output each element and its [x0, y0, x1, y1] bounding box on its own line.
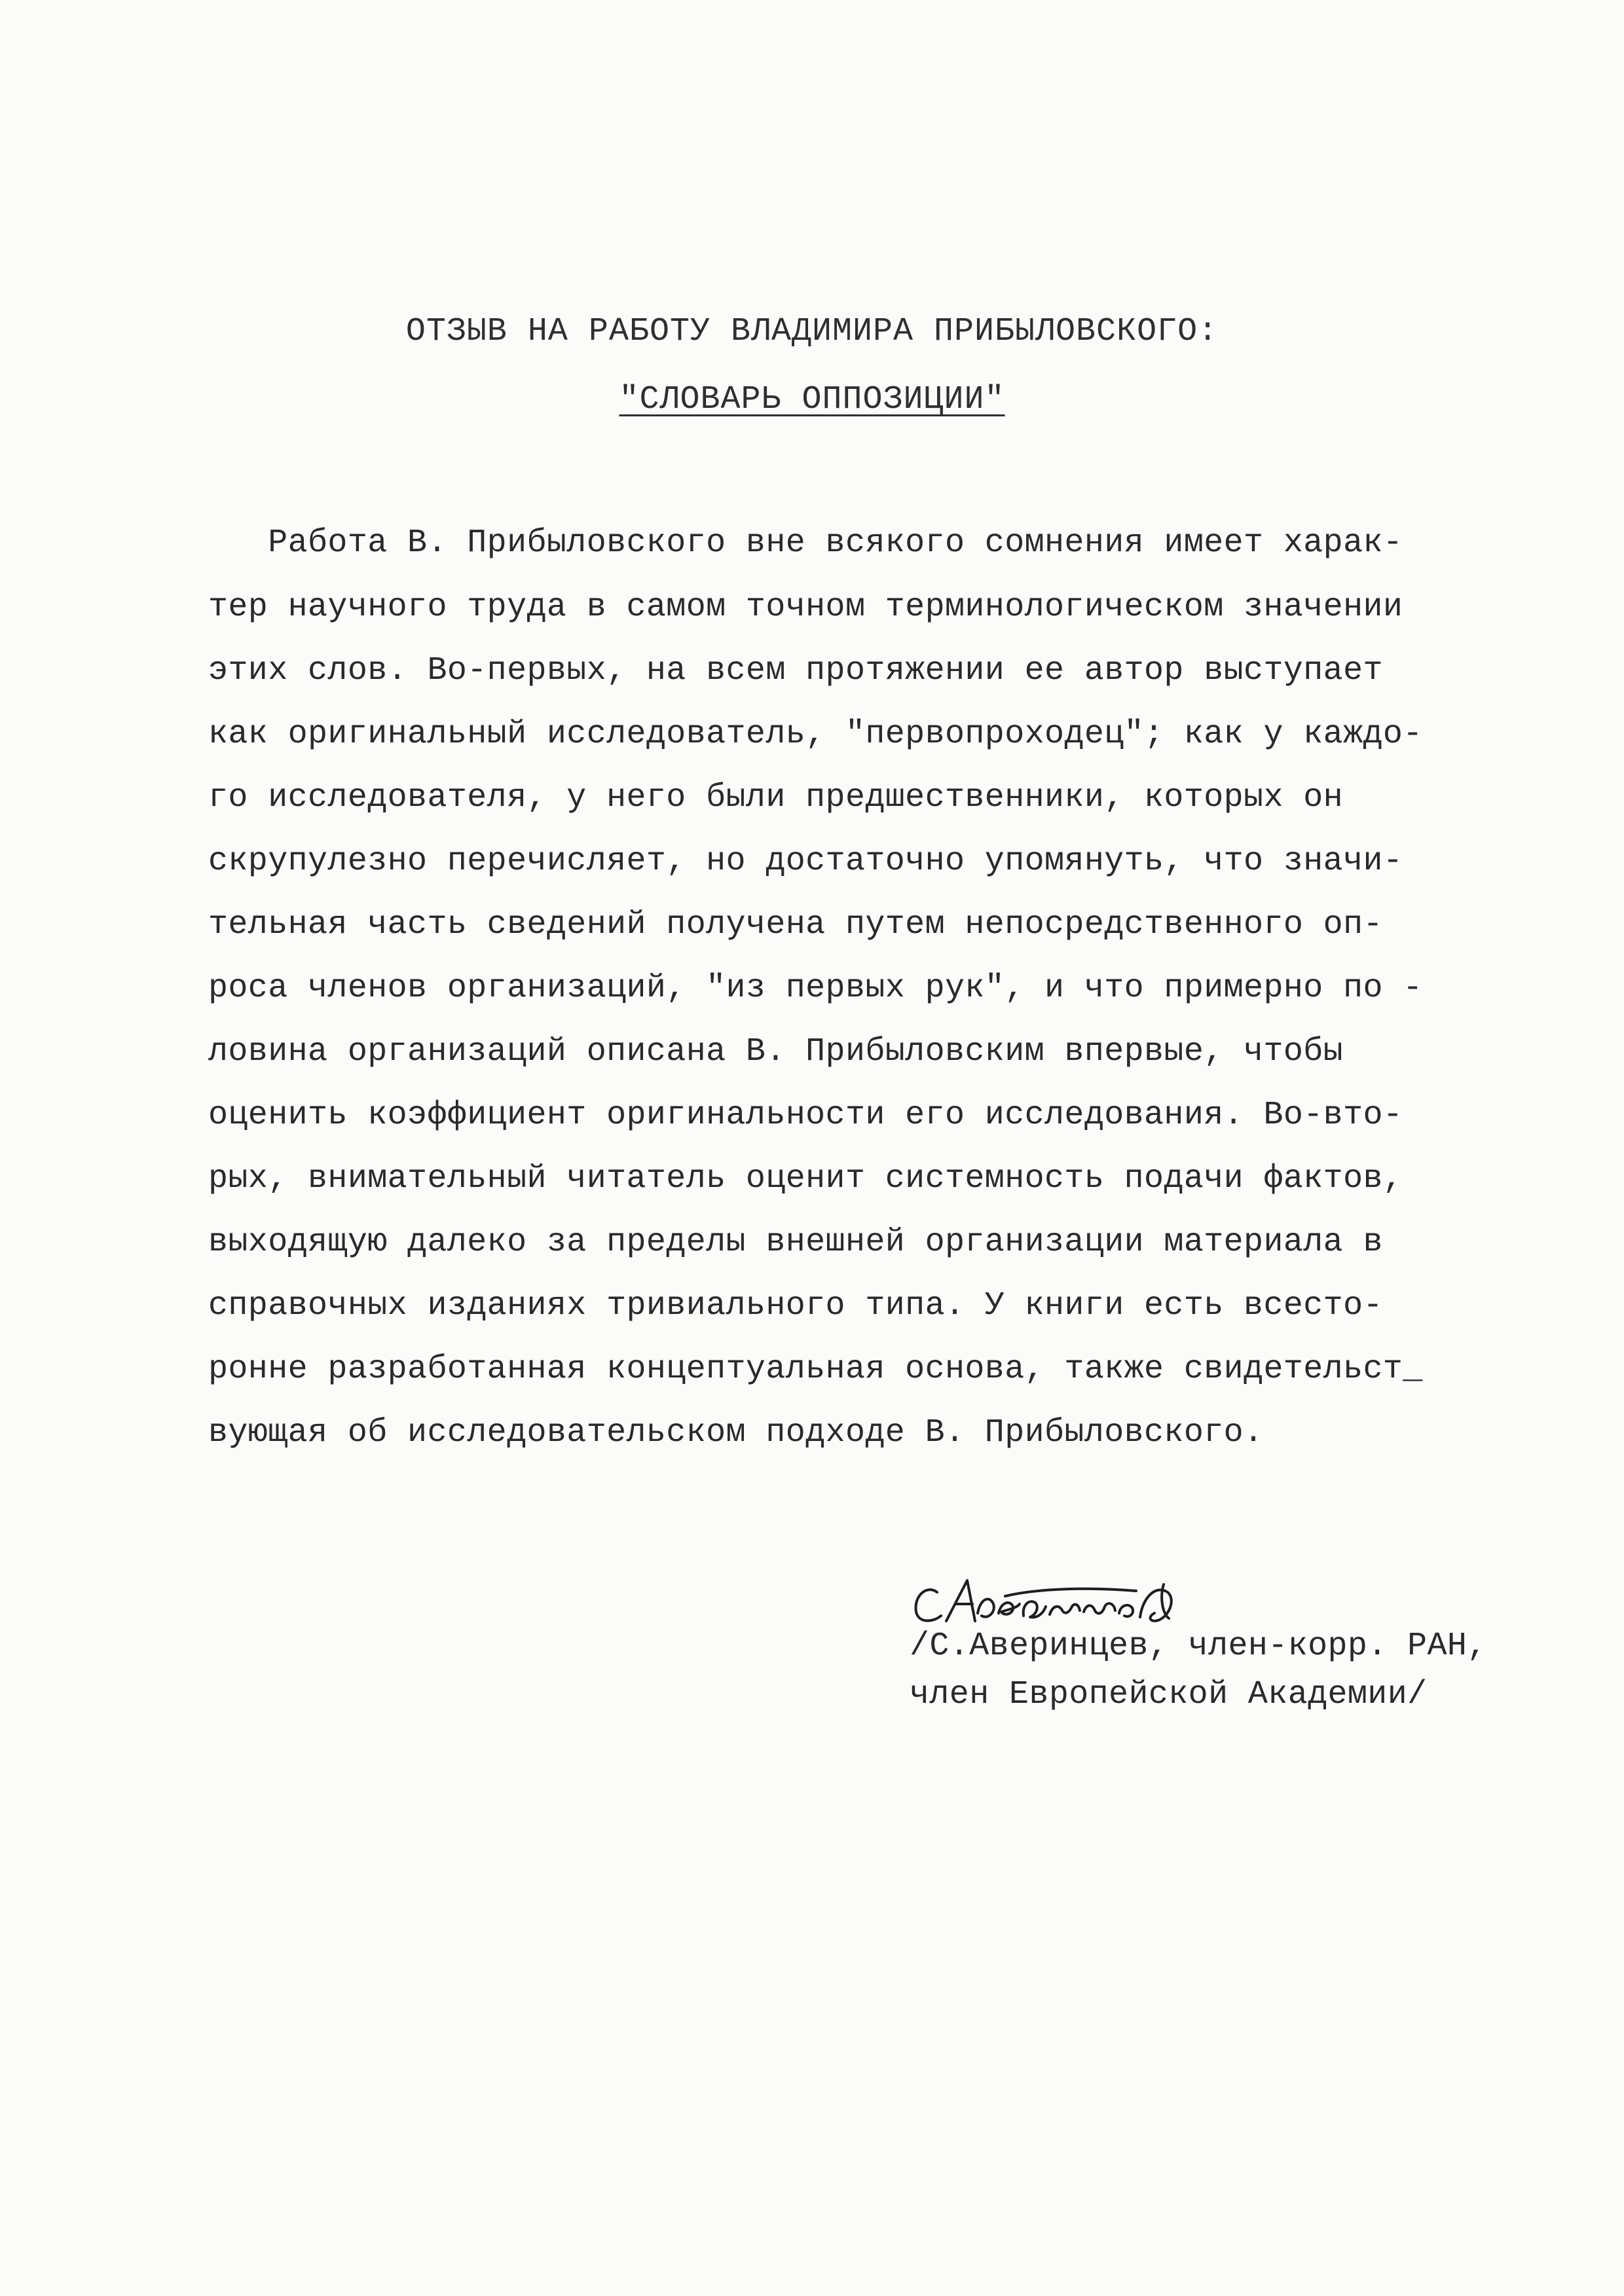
body-line-9: ловина организаций описана В. Прибыловским впервые, чтобы: [208, 1033, 1344, 1070]
body-line-8: роса членов организаций, "из первых рук", и что примерно по -: [208, 970, 1423, 1007]
document-subtitle-text: "СЛОВАРЬ ОППОЗИЦИИ": [619, 381, 1005, 418]
body-line-15: вующая об исследовательском подходе В. Прибыловского.: [208, 1414, 1264, 1451]
body-line-12: выходящую далеко за пределы внешней организации материала в: [208, 1224, 1383, 1261]
body-line-14: ронне разработанная концептуальная основа, также свидетельст_: [208, 1351, 1423, 1388]
signer-name-line: /С.Аверинцев, член-корр. РАН,: [910, 1628, 1487, 1665]
body-line-1: Работа В. Прибыловского вне всякого сомнения имеет харак-: [208, 524, 1403, 562]
body-line-7: тельная часть сведений получена путем непосредственного оп-: [208, 906, 1383, 943]
signer-affiliation-line: член Европейской Академии/: [910, 1676, 1428, 1713]
document-title: ОТЗЫВ НА РАБОТУ ВЛАДИМИРА ПРИБЫЛОВСКОГО:: [405, 313, 1219, 350]
body-line-13: справочных изданиях тривиального типа. У книги есть всесто-: [208, 1287, 1383, 1324]
document-subtitle: [0, 381, 1624, 418]
handwritten-signature: [907, 1558, 1221, 1637]
body-line-3: этих слов. Во-первых, на всем протяжении ее автор выступает: [208, 652, 1383, 689]
body-line-4: как оригинальный исследователь, "первопроходец"; как у каждо-: [208, 716, 1423, 753]
body-line-5: го исследователя, у него были предшественники, которых он: [208, 779, 1344, 816]
body-line-10: оценить коэффициент оригинальности его исследования. Во-вто-: [208, 1097, 1403, 1134]
body-line-2: тер научного труда в самом точном терминологическом значении: [208, 589, 1403, 626]
body-line-11: рых, внимательный читатель оценит системность подачи фактов,: [208, 1160, 1403, 1197]
body-line-6: скрупулезно перечисляет, но достаточно упомянуть, что значи-: [208, 843, 1403, 880]
